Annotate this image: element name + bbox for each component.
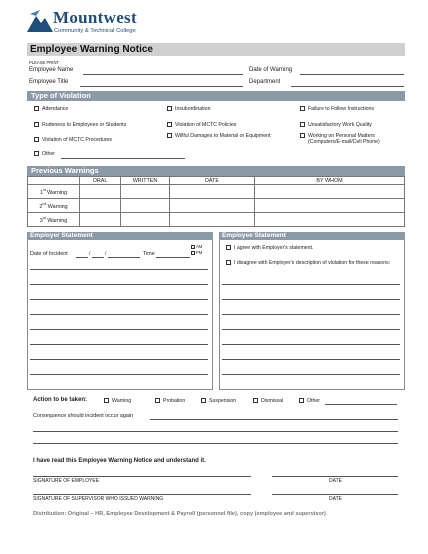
checkbox[interactable] (167, 122, 172, 127)
employee-line[interactable] (222, 314, 400, 315)
table-header-written: WRITTEN (121, 177, 170, 185)
warning-row-label: 1st Warning (28, 185, 80, 199)
checkbox[interactable] (300, 122, 305, 127)
checkbox[interactable] (226, 260, 231, 265)
table-cell[interactable] (255, 185, 405, 199)
employee-signature-field[interactable] (33, 476, 251, 477)
table-header-date: DATE (170, 177, 255, 185)
employee-statement-box (219, 232, 405, 390)
consequence-label: Consequence should incident occur again (33, 413, 134, 419)
table-cell[interactable] (80, 185, 121, 199)
action-dismissal[interactable]: Dismissal (253, 398, 283, 404)
employee-line[interactable] (222, 299, 400, 300)
time-label: Time (143, 251, 155, 257)
table-cell[interactable] (121, 185, 170, 199)
employer-line[interactable] (30, 359, 208, 360)
date-of-warning-field[interactable] (300, 74, 404, 75)
violation-failure-instructions[interactable]: Failure to Follow Instructions (300, 106, 374, 112)
employer-line[interactable] (30, 374, 208, 375)
table-cell[interactable] (255, 199, 405, 213)
checkbox[interactable] (300, 133, 305, 138)
action-other-field[interactable] (325, 404, 397, 405)
table-row (28, 213, 405, 227)
warning-row-label: 3rd Warning (28, 213, 80, 227)
acknowledgement-text: I have read this Employee Warning Notice and understand it. (33, 458, 206, 464)
checkbox[interactable] (191, 245, 195, 249)
logo-subtitle: Community & Technical College (54, 28, 136, 34)
action-other[interactable]: Other (299, 398, 320, 404)
checkbox[interactable] (191, 251, 195, 255)
consequence-field[interactable] (150, 419, 398, 420)
checkbox[interactable] (34, 106, 39, 111)
employer-line[interactable] (30, 314, 208, 315)
violation-header: Type of Violation (27, 91, 405, 101)
supervisor-signature-field[interactable] (33, 494, 251, 495)
table-cell[interactable] (80, 199, 121, 213)
employee-statement-header: Employee Statement (219, 232, 405, 240)
employee-date-label: DATE (329, 478, 342, 484)
violation-other[interactable]: Other (34, 151, 55, 157)
violation-rudeness[interactable]: Rudeness to Employees or Students (34, 122, 126, 128)
date-slash: / (89, 251, 91, 257)
am-option[interactable]: AM (191, 244, 202, 249)
agree-option[interactable]: I agree with Employer's statement. (226, 245, 313, 251)
employee-name-field[interactable] (83, 74, 243, 75)
table-cell[interactable] (255, 213, 405, 227)
table-header-by-whom: BY WHOM (255, 177, 405, 185)
checkbox[interactable] (104, 398, 109, 403)
logo (27, 8, 167, 42)
action-warning[interactable]: Warning (104, 398, 131, 404)
checkbox[interactable] (226, 245, 231, 250)
incident-year-field[interactable] (108, 257, 140, 258)
violation-work-quality[interactable]: Unsatisfactory Work Quality (300, 122, 372, 128)
logo-name: Mountwest (53, 8, 137, 27)
employee-name-label: Employee Name (29, 67, 74, 73)
employer-line[interactable] (30, 329, 208, 330)
table-cell[interactable] (80, 213, 121, 227)
employee-line[interactable] (222, 284, 400, 285)
table-row (28, 185, 405, 199)
checkbox[interactable] (253, 398, 258, 403)
table-row (28, 199, 405, 213)
supervisor-signature-date-field[interactable] (272, 494, 398, 495)
employee-title-label: Employee Title (29, 79, 69, 85)
violation-mctc-policies[interactable]: Violation of MCTC Policies (167, 122, 236, 128)
consequence-line[interactable] (33, 443, 398, 444)
checkbox[interactable] (155, 398, 160, 403)
checkbox[interactable] (167, 106, 172, 111)
previous-warnings-table (27, 176, 405, 227)
date-slash: / (105, 251, 107, 257)
warning-row-label: 2nd Warning (28, 199, 80, 213)
employee-signature-date-field[interactable] (272, 476, 398, 477)
violation-personal-matters[interactable]: Working on Personal Matters (Computers/E-mail/Cell Phone) (300, 133, 408, 145)
checkbox[interactable] (34, 122, 39, 127)
violation-attendance[interactable]: Attendance (34, 106, 68, 112)
disagree-option[interactable]: I disagree with Employer's description of violation for these reasons: (226, 260, 402, 266)
checkbox[interactable] (34, 137, 39, 142)
employee-line[interactable] (222, 359, 400, 360)
table-cell[interactable] (121, 213, 170, 227)
checkbox[interactable] (167, 133, 172, 138)
incident-day-field[interactable] (92, 257, 104, 258)
pm-option[interactable]: PM (191, 250, 202, 255)
checkbox[interactable] (300, 106, 305, 111)
employer-line[interactable] (30, 344, 208, 345)
previous-warnings-header: Previous Warnings (27, 166, 405, 176)
employee-line[interactable] (222, 344, 400, 345)
page-title: Employee Warning Notice (27, 43, 405, 56)
table-header-oral: ORAL (80, 177, 121, 185)
employee-signature-label: SIGNATURE OF EMPLOYEE (33, 478, 100, 484)
table-cell[interactable] (170, 213, 255, 227)
supervisor-date-label: DATE (329, 496, 342, 502)
violation-mctc-procedures[interactable]: Violation of MCTC Procedures (34, 137, 112, 143)
distribution-note: Distribution: Original – HR, Employee Development & Payroll (personnel file), copy (employee and supervisor) (33, 511, 326, 517)
checkbox[interactable] (299, 398, 304, 403)
department-label: Department (249, 79, 281, 85)
table-cell[interactable] (170, 185, 255, 199)
table-header-row (28, 177, 405, 185)
date-of-incident-label: Date of Incident (30, 251, 68, 257)
employer-line[interactable] (30, 284, 208, 285)
table-cell[interactable] (170, 199, 255, 213)
incident-time-field[interactable] (156, 257, 190, 258)
action-probation[interactable]: Probation (155, 398, 185, 404)
department-field[interactable] (291, 86, 404, 87)
supervisor-signature-label: SIGNATURE OF SUPERVISOR WHO ISSUED WARNING (33, 496, 164, 502)
employer-statement-header: Employer Statement (27, 232, 213, 240)
employee-line[interactable] (222, 374, 400, 375)
action-suspension[interactable]: Suspension (201, 398, 236, 404)
action-label: Action to be taken: (33, 397, 88, 403)
employee-title-field[interactable] (80, 86, 243, 87)
table-cell[interactable] (121, 199, 170, 213)
violation-insubordination[interactable]: Insubordination (167, 106, 210, 112)
please-print-note: PLEASE PRINT (29, 60, 60, 65)
violation-willful-damages[interactable]: Willful Damages to Material or Equipment (167, 133, 275, 139)
checkbox[interactable] (34, 151, 39, 156)
mountain-logo-icon (27, 10, 53, 32)
incident-month-field[interactable] (76, 257, 88, 258)
employee-line[interactable] (222, 329, 400, 330)
table-header-blank (28, 177, 80, 185)
consequence-line[interactable] (33, 431, 398, 432)
date-of-warning-label: Date of Warning (249, 67, 293, 73)
violation-other-field[interactable] (61, 158, 185, 159)
employer-line[interactable] (30, 299, 208, 300)
checkbox[interactable] (201, 398, 206, 403)
employer-line[interactable] (30, 269, 208, 270)
